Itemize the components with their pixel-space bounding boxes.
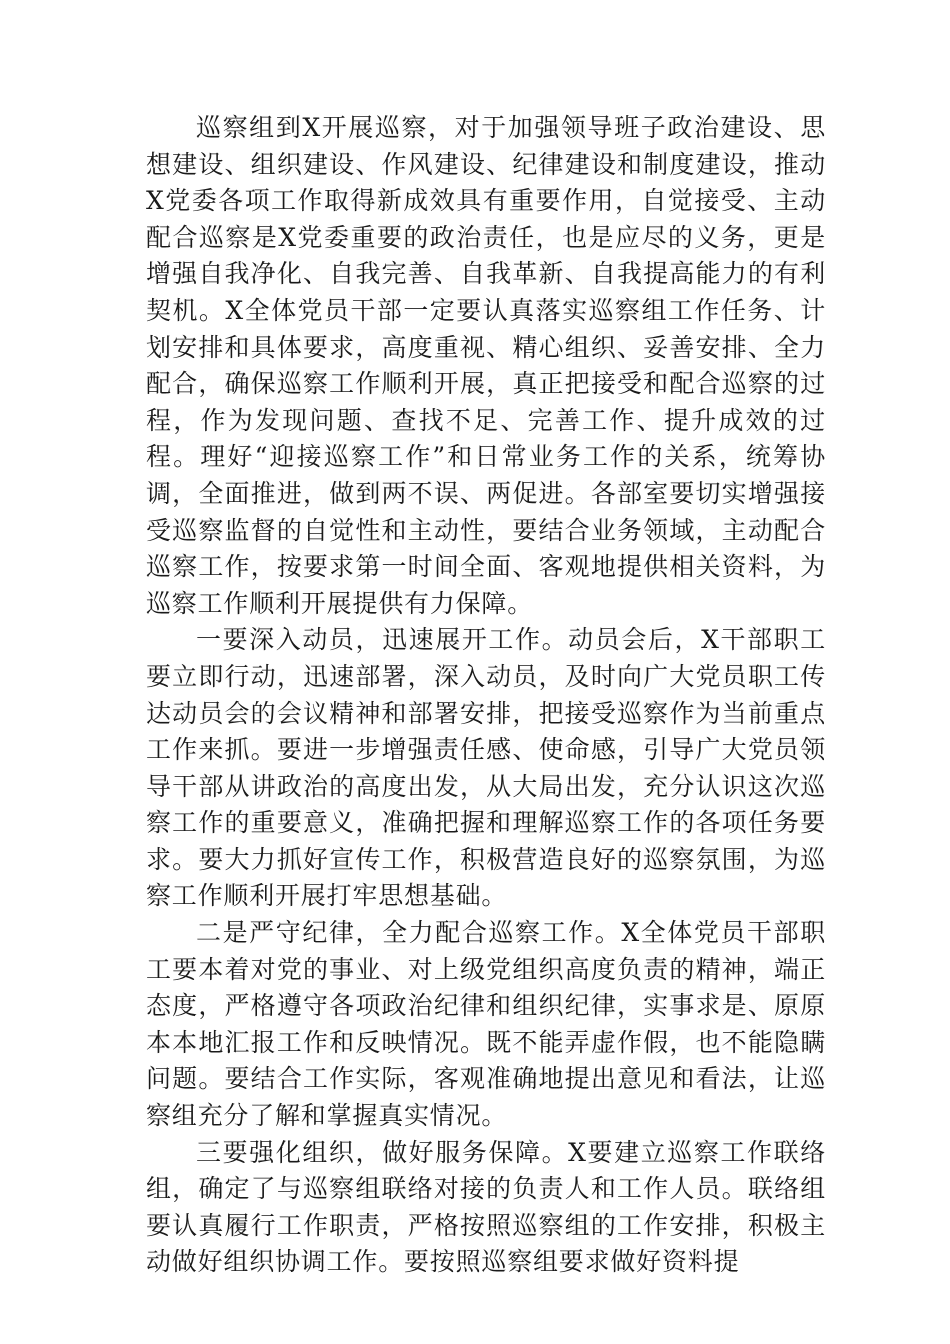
- paragraph-discipline: 二是严守纪律，全力配合巡察工作。X全体党员干部职工要本着对党的事业、对上级党组织高度负责的精神，端正态度，严格遵守各项政治纪律和组织纪律，实事求是、原原本本地汇报工作和反映情况。既不能弄虚作假，也不能隐瞒问题。要结合工作实际，客观准确地提出意见和看法，让巡察组充分了解和掌握真实情况。: [146, 918, 826, 1131]
- paragraph-intro: 巡察组到X开展巡察，对于加强领导班子政治建设、思想建设、组织建设、作风建设、纪律建设和制度建设，推动X党委各项工作取得新成效具有重要作用，自觉接受、主动配合巡察是X党委重要的政治责任，也是应尽的义务，更是增强自我净化、自我完善、自我革新、自我提高能力的有利契机。X全体党员干部一定要认真落实巡察组工作任务、计划安排和具体要求，高度重视、精心组织、妥善安排、全力配合，确保巡察工作顺利开展，真正把接受和配合巡察的过程，作为发现问题、查找不足、完善工作、提升成效的过程。理好“迎接巡察工作”和日常业务工作的关系，统筹协调，全面推进，做到两不误、两促进。各部室要切实增强接受巡察监督的自觉性和主动性，要结合业务领域，主动配合巡察工作，按要求第一时间全面、客观地提供相关资料，为巡察工作顺利开展提供有力保障。: [146, 113, 826, 618]
- paragraph-organization: 三要强化组织，做好服务保障。X要建立巡察工作联络组，确定了与巡察组联络对接的负责人和工作人员。联络组要认真履行工作职责，严格按照巡察组的工作安排，积极主动做好组织协调工作。要按照巡察组要求做好资料提: [146, 1137, 826, 1277]
- paragraph-mobilization: 一要深入动员，迅速展开工作。动员会后，X干部职工要立即行动，迅速部署，深入动员，及时向广大党员职工传达动员会的会议精神和部署安排，把接受巡察作为当前重点工作来抓。要进一步增强责任感、使命感，引导广大党员领导干部从讲政治的高度出发，从大局出发，充分认识这次巡察工作的重要意义，准确把握和理解巡察工作的各项任务要求。要大力抓好宣传工作，积极营造良好的巡察氛围，为巡察工作顺利开展打牢思想基础。: [146, 625, 826, 911]
- document-body: [146, 110, 826, 1281]
